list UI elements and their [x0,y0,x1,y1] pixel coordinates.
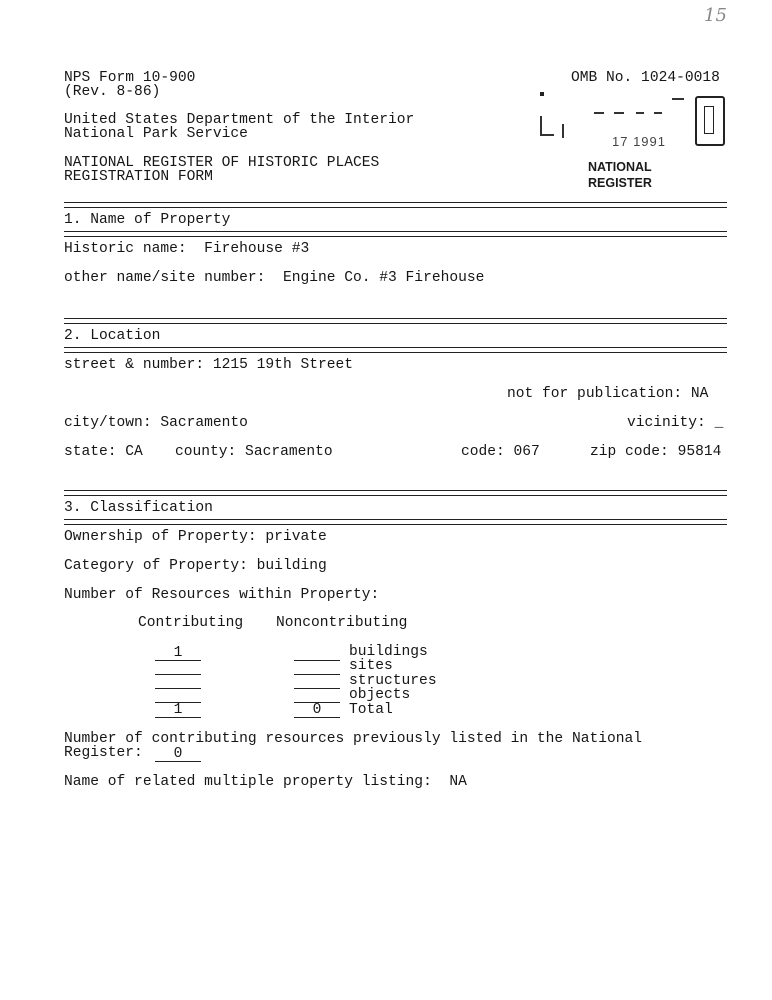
contributing-structures [155,674,201,689]
stamp-mark [672,98,684,100]
stamp-register: REGISTER [588,176,652,190]
stamp-mark [614,112,624,114]
previously-listed-count: 0 [155,747,201,762]
contributing-sites [155,660,201,675]
previously-listed-line2: Register: [64,745,143,761]
noncontributing-total: 0 [294,703,340,718]
section-rule [64,318,727,324]
historic-name: Historic name: Firehouse #3 [64,241,310,257]
row-label-structures: structures [349,673,437,689]
category: Category of Property: building [64,558,327,574]
section-rule [64,519,727,525]
contributing-objects [155,688,201,703]
stamp-mark [636,112,644,114]
stamp-letter-d-box [695,96,725,146]
section-rule [64,231,727,237]
not-for-publication: not for publication: NA [507,386,709,402]
section-rule [64,347,727,353]
column-contributing: Contributing [138,615,244,631]
noncontributing-objects [294,688,340,703]
form-revision: (Rev. 8-86) [64,84,161,100]
stamp-mark [540,92,544,100]
stamp-mark [654,112,662,114]
resources-label: Number of Resources within Property: [64,587,380,603]
section3-heading: 3. Classification [64,500,213,516]
city-town: city/town: Sacramento [64,415,248,431]
stamp-date: 17 1991 [612,134,666,149]
contributing-buildings: 1 [155,646,201,661]
form-title-line2: REGISTRATION FORM [64,169,213,185]
section1-heading: 1. Name of Property [64,212,231,228]
previously-listed-line1: Number of contributing resources previously listed in the National [64,731,643,747]
noncontributing-buildings [294,646,340,661]
section-rule [64,202,727,208]
row-label-buildings: buildings [349,644,428,660]
contributing-total: 1 [155,703,201,718]
noncontributing-sites [294,660,340,675]
section-rule [64,490,727,496]
vicinity: vicinity: _ [627,415,724,431]
stamp-mark [562,124,566,138]
omb-number: OMB No. 1024-0018 [571,70,720,86]
county: county: Sacramento [175,444,333,460]
service-name: National Park Service [64,126,248,142]
stamp-mark [594,112,604,114]
multiple-property-listing: Name of related multiple property listing: NA [64,774,467,790]
noncontributing-structures [294,674,340,689]
ownership: Ownership of Property: private [64,529,327,545]
corner-handwritten-mark: 15 [704,5,727,26]
section2-heading: 2. Location [64,328,161,344]
department-name: United States Department of the Interior [64,112,415,128]
county-code: code: 067 [461,444,540,460]
street-number: street & number: 1215 19th Street [64,357,354,373]
form-title-line1: NATIONAL REGISTER OF HISTORIC PLACES [64,155,380,171]
form-number: NPS Form 10-900 [64,70,196,86]
stamp-national: NATIONAL [588,160,652,174]
stamp-mark [540,116,544,134]
row-label-objects: objects [349,687,411,703]
zip-code: zip code: 95814 [590,444,722,460]
row-label-sites: sites [349,658,393,674]
row-label-total: Total [349,702,393,718]
column-noncontributing: Noncontributing [276,615,408,631]
other-name: other name/site number: Engine Co. #3 Firehouse [64,270,485,286]
stamp-mark [540,134,554,136]
state: state: CA [64,444,143,460]
